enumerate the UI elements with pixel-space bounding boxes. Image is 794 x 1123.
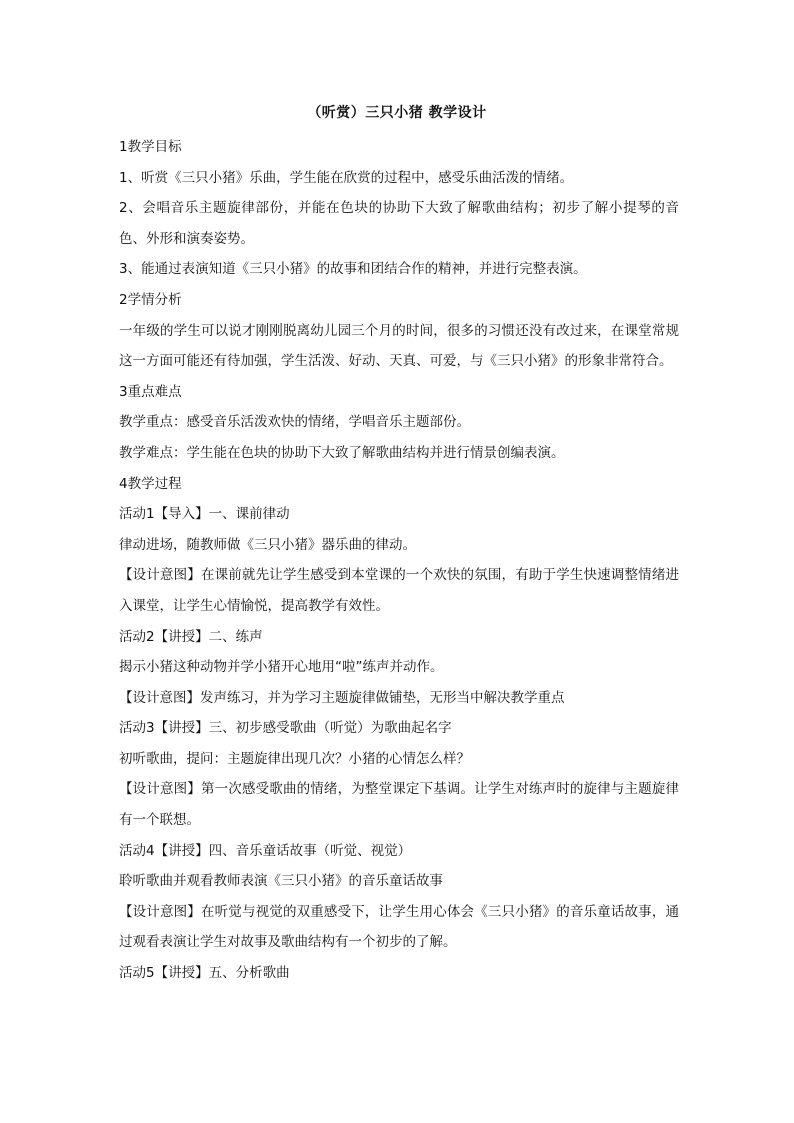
activity-1-heading: 活动1【导入】一、课前律动 — [119, 506, 290, 523]
student-analysis-text: 一年级的学生可以说才刚刚脱离幼儿园三个月的时间，很多的习惯还没有改过来，在课堂常规这一方面可能还有待加强，学生活泼、好动、天真、可爱，与《三只小猪》的形象非常符合。 — [119, 322, 679, 370]
activity-1-intent: 【设计意图】在课前就先让学生感受到本堂课的一个欢快的氛围，有助于学生快速调整情绪进入课堂，让学生心情愉悦，提高教学有效性。 — [119, 567, 679, 614]
activity-5-heading: 活动5【讲授】五、分析歌曲 — [119, 965, 290, 982]
difficult-point-text: 教学难点：学生能在色块的协助下大致了解歌曲结构并进行情景创编表演。 — [119, 444, 565, 461]
activity-4-intent: 【设计意图】在听觉与视觉的双重感受下，让学生用心体会《三只小猪》的音乐童话故事，通过观看表演让学生对故事及歌曲结构有一个初步的了解。 — [119, 903, 679, 951]
section-heading-process: 4教学过程 — [119, 475, 182, 492]
activity-2-text: 揭示小猪这种动物并学小猪开心地用“啦”练声并动作。 — [119, 659, 444, 676]
document-body — [119, 132, 679, 989]
activity-2-heading: 活动2【讲授】二、练声 — [119, 628, 263, 645]
activity-4-text: 聆听歌曲并观看教师表演《三只小猪》的音乐童话故事 — [119, 873, 443, 890]
activity-3-heading: 活动3【讲授】三、初步感受歌曲（听觉）为歌曲起名字 — [119, 720, 452, 737]
key-point-text: 教学重点：感受音乐活泼欢快的情绪，学唱音乐主题部份。 — [119, 414, 470, 431]
section-heading-objectives: 1教学目标 — [119, 139, 182, 155]
objective-3: 3、能通过表演知道《三只小猪》的故事和团结合作的精神，并进行完整表演。 — [119, 261, 587, 278]
objective-2: 2、会唱音乐主题旋律部份，并能在色块的协助下大致了解歌曲结构；初步了解小提琴的音色、外形和演奏姿势。 — [119, 200, 679, 247]
activity-1-text: 律动进场，随教师做《三只小猪》器乐曲的律动。 — [119, 536, 416, 553]
activity-2-intent: 【设计意图】发声练习，并为学习主题旋律做铺垫，无形当中解决教学重点 — [119, 689, 565, 706]
section-heading-student-analysis: 2学情分析 — [119, 291, 182, 308]
activity-3-intent: 【设计意图】第一次感受歌曲的情绪，为整堂课定下基调。让学生对练声时的旋律与主题旋律有一个联想。 — [119, 781, 679, 829]
activity-4-heading: 活动4【讲授】四、音乐童话故事（听觉、视觉） — [119, 842, 412, 859]
document-title: （听赏）三只小猪 教学设计 — [307, 105, 487, 121]
objective-1: 1、听赏《三只小猪》乐曲，学生能在欣赏的过程中，感受乐曲活泼的情绪。 — [119, 169, 574, 186]
activity-3-text: 初听歌曲，提问：主题旋律出现几次？小猪的心情怎么样？ — [119, 750, 470, 767]
section-heading-key-points: 3重点难点 — [119, 383, 182, 400]
